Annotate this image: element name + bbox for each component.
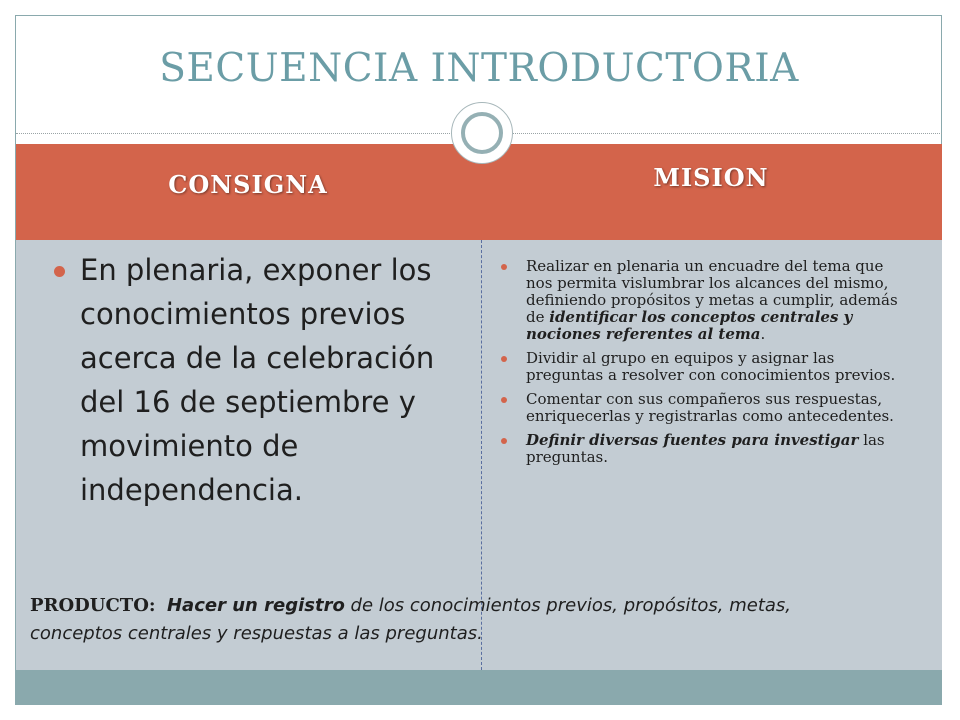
producto-label: PRODUCTO: [30,595,156,616]
bullet-icon [501,356,507,362]
slide-title: SECUENCIA INTRODUCTORIA [159,46,799,91]
producto-line-1: de los conocimientos previos, propósitos, metas, [344,595,792,616]
producto-emphasis: Hacer un registro [166,595,345,616]
mision-item-1-emphasis: identificar los conceptos centrales y nociones referentes al tema [526,308,853,343]
mision-item-1-text: Realizar en plenaria un encuadre del tema que nos permita vislumbrar los alcances del mismo, definiendo propósitos y metas a cumplir, además de [526,257,898,326]
mision-item-1-end: . [760,325,766,343]
consigna-header: CONSIGNA [168,170,328,199]
consigna-text: En plenaria, exponer los conocimientos previos acerca de la celebración del 16 de septiembre y movimiento de independencia. [80,253,435,507]
mision-item-4-text: las preguntas. [526,431,885,466]
mision-item-1 [498,258,898,343]
mision-item-4-emphasis: Definir diversas fuentes para investigar [526,431,859,449]
mision-header: MISION [653,163,769,192]
bullet-icon [501,264,507,270]
consigna-list [50,248,445,512]
producto-line-2: conceptos centrales y respuestas a las preguntas. [30,623,483,644]
circle-ornament-icon [451,102,513,164]
mision-item-3 [498,391,898,425]
footer-band [16,670,942,704]
mision-item-2-text: Dividir al grupo en equipos y asignar las preguntas a resolver con conocimientos previos. [526,349,896,384]
producto-statement [30,592,955,648]
consigna-item [50,248,445,512]
bullet-icon [501,438,507,444]
mision-list [498,258,898,473]
mision-item-2 [498,350,898,384]
bullet-icon [501,397,507,403]
mision-item-4 [498,432,898,466]
ring-icon [461,112,503,154]
mision-item-3-text: Comentar con sus compañeros sus respuestas, enriquecerlas y registrarlas como antecedentes. [526,390,894,425]
bullet-icon [54,266,65,277]
